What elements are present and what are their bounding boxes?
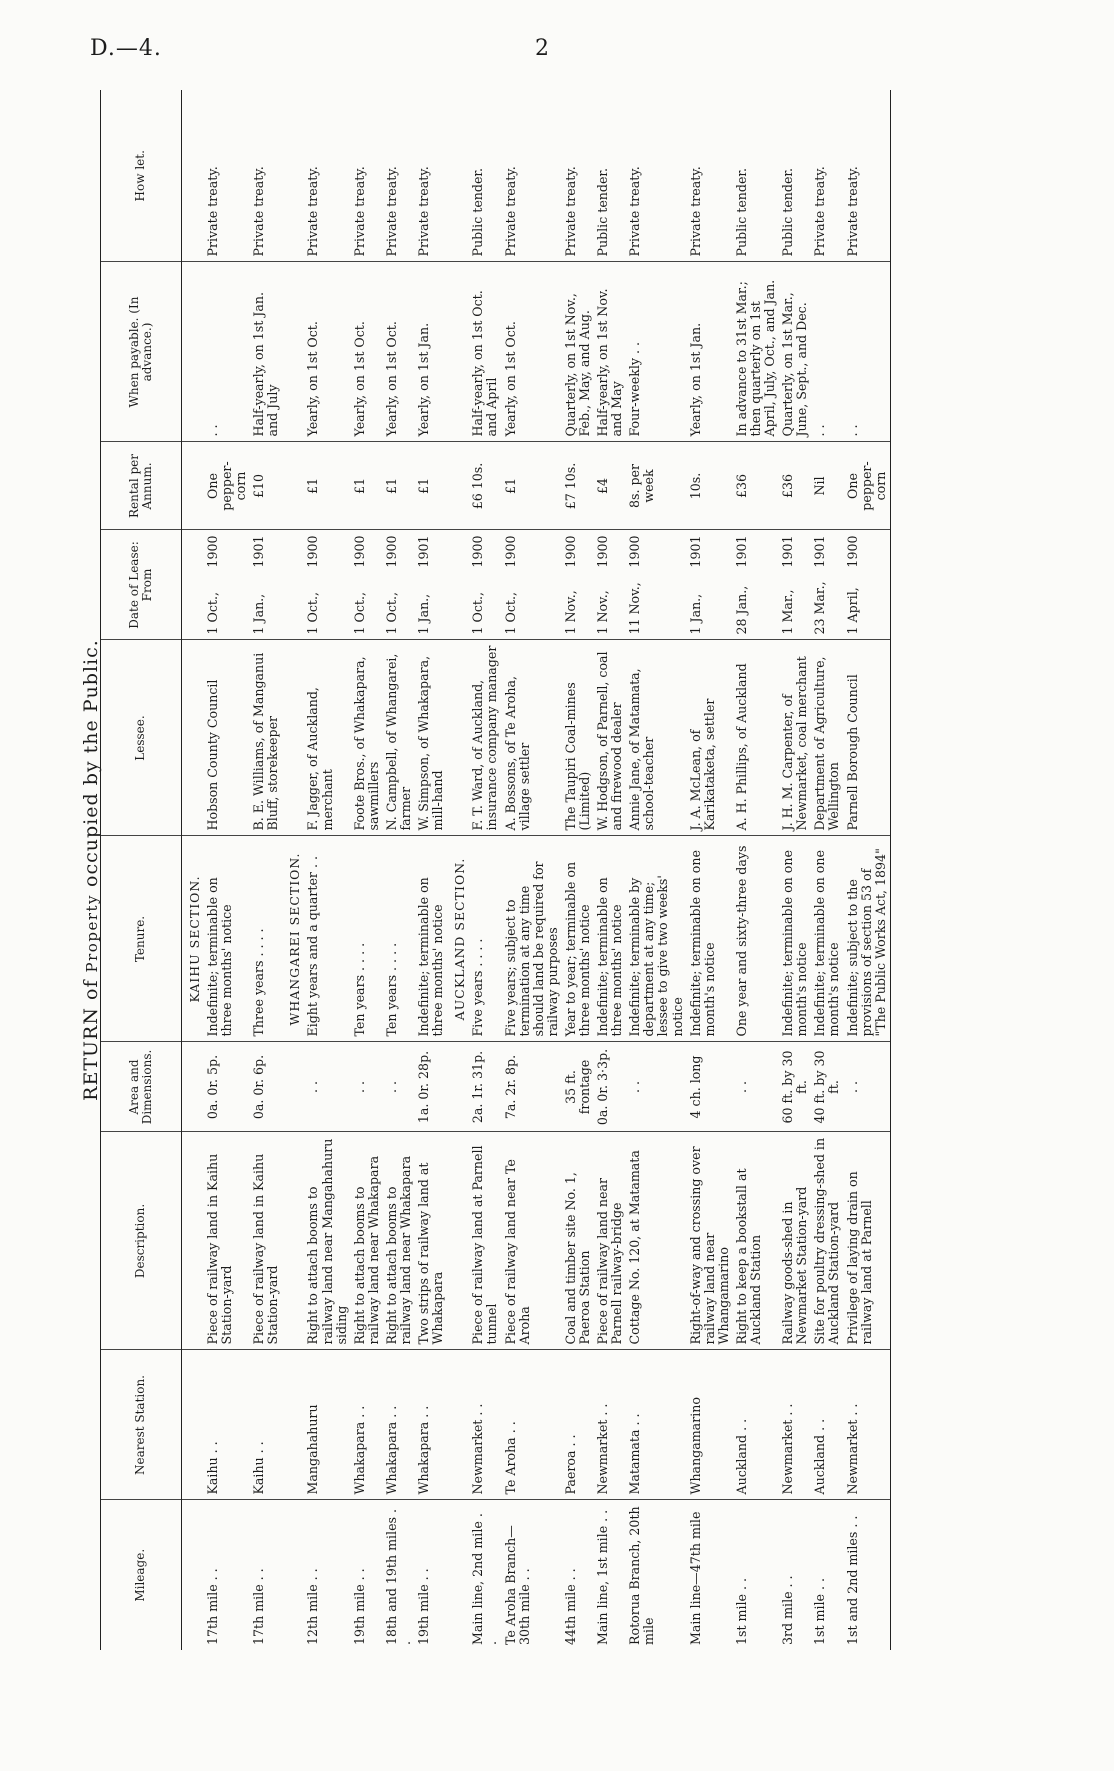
area-cell: . .: [383, 1042, 415, 1132]
date-year: 1900: [383, 535, 399, 568]
how-let-cell: Private treaty.: [502, 90, 562, 262]
area-cell: . .: [626, 1042, 686, 1132]
payable-cell: Four-weekly . .: [626, 262, 686, 442]
area-cell: . .: [351, 1042, 383, 1132]
area-cell: 4 ch. long: [687, 1042, 733, 1132]
payable-cell: Quarterly, on 1st Mar., June, Sept., and Dec.: [779, 262, 811, 442]
rental-cell: £1: [502, 442, 562, 530]
section-heading: WHANGAREI SECTION.: [282, 836, 304, 1042]
col-header-how-let: How let.: [101, 90, 182, 262]
area-cell: 2a. 1r. 31p.: [469, 1042, 501, 1132]
table-row: [687, 90, 733, 1650]
section-spacer-cell: [182, 1042, 205, 1132]
area-cell: 7a. 2r. 8p.: [502, 1042, 562, 1132]
station-cell: Newmarket . .: [844, 1350, 891, 1500]
payable-cell: In advance to 31st Mar.; then quarterly on 1st April, July, Oct., and Jan.: [733, 262, 779, 442]
tenure-cell: Eight years and a quarter . .: [304, 836, 350, 1042]
date-cell: [469, 530, 501, 640]
table-row: [811, 90, 843, 1650]
station-cell: Whakapara . .: [415, 1350, 447, 1500]
tenure-cell: Three years . . . .: [250, 836, 282, 1042]
area-cell: . .: [844, 1042, 891, 1132]
date-year: 1901: [251, 535, 267, 568]
mileage-cell: 17th mile . .: [205, 1568, 220, 1645]
title-prefix: RETURN of: [80, 979, 102, 1101]
col-header-tenure: Tenure.: [101, 836, 182, 1042]
date-cell: [626, 530, 686, 640]
lessee-cell: N. Campbell, of Whangarei, farmer: [383, 640, 415, 836]
date-day-month: 1 Oct.,: [383, 592, 399, 635]
description-cell: Right to attach booms to railway land near Whakapara: [351, 1132, 383, 1350]
date-day-month: 28 Jan.,: [733, 585, 749, 635]
how-let-cell: Private treaty.: [204, 90, 250, 262]
table-row: [304, 90, 350, 1650]
area-cell: . .: [733, 1042, 779, 1132]
date-day-month: 1 Jan.,: [251, 593, 267, 635]
mileage-cell: Rotorua Branch, 20th mile: [627, 1506, 657, 1645]
lessee-cell: F. Jagger, of Auckland, merchant: [304, 640, 350, 836]
tenure-cell: Indefinite; terminable by department at any time; lessee to give two weeks' notice: [626, 836, 686, 1042]
date-year: 1901: [687, 535, 703, 568]
area-cell: 0a. 0r. 3·3p.: [594, 1042, 626, 1132]
how-let-cell: Private treaty.: [304, 90, 350, 262]
date-year: 1900: [470, 535, 486, 568]
date-year: 1900: [627, 535, 643, 568]
section-spacer-cell: [447, 1350, 469, 1500]
section-spacer-cell: [447, 1132, 469, 1350]
section-spacer-cell: [182, 442, 205, 530]
rental-cell: £1: [415, 442, 447, 530]
lessee-cell: F. T. Ward, of Auckland, insurance company manager: [469, 640, 501, 836]
tenure-cell: Indefinite; terminable on three months' notice: [415, 836, 447, 1042]
section-spacer-cell: [182, 640, 205, 836]
lessee-cell: J. A. McLean, of Karikataketa, settler: [687, 640, 733, 836]
mileage-cell: Main line—47th mile: [687, 1511, 703, 1645]
section-heading: KAIHU SECTION.: [182, 836, 205, 1042]
mileage-cell: 3rd mile . .: [780, 1575, 796, 1645]
col-header-lessee: Lessee.: [101, 640, 182, 836]
date-cell: [811, 530, 843, 640]
section-spacer-cell: [182, 1500, 205, 1650]
how-let-cell: Public tender.: [469, 90, 501, 262]
table-row: [204, 90, 250, 1650]
tenure-cell: Five years . . . .: [469, 836, 501, 1042]
mileage-cell: 12th mile . .: [305, 1568, 321, 1645]
table-row: [779, 90, 811, 1650]
rental-cell: £7 10s.: [562, 442, 594, 530]
page-number: 2: [535, 36, 549, 61]
section-spacer-cell: [282, 1350, 304, 1500]
lessee-cell: A. H. Phillips, of Auckland: [733, 640, 779, 836]
mileage-cell: 1st mile . .: [812, 1577, 828, 1645]
table-row: [351, 90, 383, 1650]
date-day-month: 1 Jan.,: [416, 593, 432, 635]
date-year: 1901: [780, 535, 796, 568]
payable-cell: Yearly, on 1st Oct.: [383, 262, 415, 442]
date-cell: [733, 530, 779, 640]
tenure-cell: Five years; subject to termination at any time should land be required for railway purposes: [502, 836, 562, 1042]
station-cell: Newmarket . .: [779, 1350, 811, 1500]
description-cell: Piece of railway land at Parnell tunnel: [469, 1132, 501, 1350]
rental-cell: One pepper-corn: [844, 442, 891, 530]
payable-cell: . .: [204, 262, 250, 442]
how-let-cell: Public tender.: [594, 90, 626, 262]
station-cell: Matamata . .: [626, 1350, 686, 1500]
table-row: [250, 90, 282, 1650]
date-day-month: 1 Nov.,: [562, 590, 578, 635]
section-heading: AUCKLAND SECTION.: [447, 836, 469, 1042]
mileage-cell: 19th mile . .: [351, 1568, 367, 1645]
how-let-cell: Private treaty.: [415, 90, 447, 262]
station-cell: Newmarket . .: [594, 1350, 626, 1500]
area-cell: 0a. 0r. 5p.: [204, 1042, 250, 1132]
lessee-cell: W. Simpson, of Whakapara, mill-hand: [415, 640, 447, 836]
how-let-cell: Public tender.: [779, 90, 811, 262]
rotated-page-content: [70, 80, 1000, 1660]
section-spacer-cell: [447, 90, 469, 262]
section-spacer-cell: [447, 262, 469, 442]
rental-cell: £36: [733, 442, 779, 530]
rental-cell: £36: [779, 442, 811, 530]
date-cell: [250, 530, 282, 640]
section-spacer-cell: [282, 442, 304, 530]
date-cell: [779, 530, 811, 640]
lessee-cell: Annie Jane, of Matamata, school-teacher: [626, 640, 686, 836]
section-spacer-cell: [282, 1500, 304, 1650]
table-header: [101, 90, 182, 1650]
payable-cell: Yearly, on 1st Oct.: [304, 262, 350, 442]
date-year: 1900: [595, 535, 611, 568]
description-cell: Railway goods-shed in Newmarket Station-yard: [779, 1132, 811, 1350]
date-cell: [383, 530, 415, 640]
date-cell: [351, 530, 383, 640]
how-let-cell: Private treaty.: [626, 90, 686, 262]
section-spacer-cell: [182, 530, 205, 640]
date-cell: [562, 530, 594, 640]
description-cell: Right to attach booms to railway land near Whakapara: [383, 1132, 415, 1350]
date-day-month: 1 April,: [844, 587, 860, 635]
tenure-cell: Ten years . . . .: [383, 836, 415, 1042]
date-day-month: 23 Mar.,: [812, 581, 828, 635]
lessee-cell: J. H. M. Carpenter, of Newmarket, coal merchant: [779, 640, 811, 836]
description-cell: Privilege of laying drain on railway land at Parnell: [844, 1132, 891, 1350]
section-spacer-cell: [282, 640, 304, 836]
date-cell: [415, 530, 447, 640]
table-row: [844, 90, 891, 1650]
col-header-date: Date of Lease: From: [101, 530, 182, 640]
section-spacer-cell: [182, 1350, 205, 1500]
rental-cell: £10: [250, 442, 282, 530]
how-let-cell: Private treaty.: [811, 90, 843, 262]
rental-cell: 10s.: [687, 442, 733, 530]
payable-cell: . .: [844, 262, 891, 442]
tenure-cell: Year to year; terminable on three months' notice: [562, 836, 594, 1042]
rotated-table-region: [70, 80, 1000, 1660]
tenure-cell: One year and sixty-three days: [733, 836, 779, 1042]
payable-cell: Yearly, on 1st Jan.: [687, 262, 733, 442]
table-row: [626, 90, 686, 1650]
date-year: 1900: [351, 535, 367, 568]
how-let-cell: Private treaty.: [351, 90, 383, 262]
section-spacer-cell: [182, 1132, 205, 1350]
description-cell: Right-of-way and crossing over railway land near Whangamarino: [687, 1132, 733, 1350]
mileage-cell: Main line, 1st mile . .: [595, 1509, 611, 1645]
table-row: [383, 90, 415, 1650]
area-cell: 35 ft. frontage: [562, 1042, 594, 1132]
date-year: 1901: [733, 535, 749, 568]
col-header-description: Description.: [101, 1132, 182, 1350]
col-header-rental: Rental per Annum.: [101, 442, 182, 530]
description-cell: Site for poultry dressing-shed in Auckland Station-yard: [811, 1132, 843, 1350]
payable-cell: Yearly, on 1st Oct.: [502, 262, 562, 442]
payable-cell: Half-yearly, on 1st Jan. and July: [250, 262, 282, 442]
station-cell: Auckland . .: [811, 1350, 843, 1500]
rental-cell: £4: [594, 442, 626, 530]
section-spacer-cell: [447, 640, 469, 836]
description-cell: Piece of railway land in Kaihu Station-yard: [250, 1132, 282, 1350]
rental-cell: £1: [351, 442, 383, 530]
date-cell: [502, 530, 562, 640]
col-header-mileage: Mileage.: [101, 1500, 182, 1650]
description-cell: Coal and timber site No. 1, Paeroa Station: [562, 1132, 594, 1350]
mileage-cell: 18th and 19th miles . .: [383, 1508, 414, 1645]
table-row: [415, 90, 447, 1650]
date-day-month: 1 Oct.,: [205, 592, 220, 635]
table-row: [733, 90, 779, 1650]
how-let-cell: Private treaty.: [250, 90, 282, 262]
table-row: [469, 90, 501, 1650]
date-year: 1900: [305, 535, 321, 568]
lessee-cell: Foote Bros., of Whakapara, sawmillers: [351, 640, 383, 836]
date-year: 1900: [205, 535, 220, 568]
mileage-cell: 1st and 2nd miles . .: [844, 1500, 891, 1650]
station-cell: Newmarket . .: [469, 1350, 501, 1500]
how-let-cell: Private treaty.: [383, 90, 415, 262]
table-row: [562, 90, 594, 1650]
section-row: [447, 90, 469, 1650]
section-spacer-cell: [282, 530, 304, 640]
area-cell: 60 ft. by 30 ft.: [779, 1042, 811, 1132]
date-day-month: 1 Oct.,: [305, 592, 321, 635]
section-spacer-cell: [282, 262, 304, 442]
date-cell: [304, 530, 350, 640]
section-row: [182, 90, 205, 1650]
description-cell: Right to keep a bookstall at Auckland Station: [733, 1132, 779, 1350]
tenure-cell: Indefinite; terminable on three months' notice: [204, 836, 250, 1042]
lessee-cell: A. Bossons, of Te Aroha, village settler: [502, 640, 562, 836]
date-cell: [204, 530, 250, 640]
payable-cell: Quarterly, on 1st Nov., Feb., May, and Aug.: [562, 262, 594, 442]
station-cell: Whakapara . .: [383, 1350, 415, 1500]
table-body: [182, 90, 891, 1650]
section-spacer-cell: [282, 1132, 304, 1350]
station-cell: Paeroa . .: [562, 1350, 594, 1500]
how-let-cell: Public tender.: [733, 90, 779, 262]
description-cell: Cottage No. 120, at Matamata: [626, 1132, 686, 1350]
payable-cell: Half-yearly, on 1st Nov. and May: [594, 262, 626, 442]
section-spacer-cell: [282, 90, 304, 262]
section-spacer-cell: [447, 442, 469, 530]
lessee-cell: The Taupiri Coal-mines (Limited): [562, 640, 594, 836]
property-return-table: [100, 90, 891, 1650]
section-spacer-cell: [447, 1042, 469, 1132]
date-day-month: 1 Oct.,: [502, 592, 518, 635]
rental-cell: £6 10s.: [469, 442, 501, 530]
section-spacer-cell: [447, 530, 469, 640]
lessee-cell: Department of Agriculture, Wellington: [811, 640, 843, 836]
date-day-month: 1 Mar.,: [780, 589, 796, 635]
section-spacer-cell: [182, 262, 205, 442]
area-cell: . .: [304, 1042, 350, 1132]
mileage-cell: 17th mile . .: [251, 1568, 267, 1645]
section-spacer-cell: [182, 90, 205, 262]
date-year: 1900: [562, 535, 578, 568]
tenure-cell: Indefinite; terminable on one month's notice: [779, 836, 811, 1042]
section-spacer-cell: [447, 1500, 469, 1650]
station-cell: Whakapara . .: [351, 1350, 383, 1500]
date-year: 1901: [812, 535, 828, 568]
date-day-month: 1 Oct.,: [470, 592, 486, 635]
rental-cell: £1: [304, 442, 350, 530]
description-cell: Right to attach booms to railway land near Mangahahuru siding: [304, 1132, 350, 1350]
tenure-cell: Indefinite; terminable on three months' notice: [594, 836, 626, 1042]
how-let-cell: Private treaty.: [562, 90, 594, 262]
lessee-cell: Parnell Borough Council: [844, 640, 891, 836]
lessee-cell: W. Hodgson, of Parnell, coal and firewood dealer: [594, 640, 626, 836]
date-cell: [594, 530, 626, 640]
return-title: [80, 80, 102, 1660]
mileage-cell: 19th mile . .: [416, 1568, 432, 1645]
lessee-cell: B. E. Williams, of Manganui Bluff, storekeeper: [250, 640, 282, 836]
description-cell: Two strips of railway land at Whakapara: [415, 1132, 447, 1350]
date-year: 1900: [502, 535, 518, 568]
area-cell: 0a. 0r. 6p.: [250, 1042, 282, 1132]
mileage-cell: 1st mile . .: [733, 1577, 749, 1645]
station-cell: Mangahahuru: [304, 1350, 350, 1500]
mileage-cell: Main line, 2nd mile . .: [470, 1513, 500, 1645]
title-suffix: occupied by the Public.: [80, 639, 102, 887]
how-let-cell: Private treaty.: [687, 90, 733, 262]
station-cell: Kaihu . .: [204, 1350, 250, 1500]
date-day-month: 1 Nov.,: [595, 590, 611, 635]
rental-cell: 8s. per week: [626, 442, 686, 530]
payable-cell: Half-yearly, on 1st Oct. and April: [469, 262, 501, 442]
tenure-cell: Ten years . . . .: [351, 836, 383, 1042]
payable-cell: Yearly, on 1st Oct.: [351, 262, 383, 442]
table-row: [502, 90, 562, 1650]
tenure-cell: Indefinite; subject to the provisions of section 53 of "The Public Works Act, 1894": [844, 836, 891, 1042]
date-cell: [844, 530, 891, 640]
station-cell: Auckland . .: [733, 1350, 779, 1500]
rental-cell: £1: [383, 442, 415, 530]
payable-cell: . .: [811, 262, 843, 442]
section-row: [282, 90, 304, 1650]
lessee-cell: Hobson County Council: [204, 640, 250, 836]
date-day-month: 11 Nov.,: [627, 582, 643, 635]
station-cell: Whangamarino: [687, 1350, 733, 1500]
date-cell: [687, 530, 733, 640]
tenure-cell: Indefinite; terminable on one month's notice: [687, 836, 733, 1042]
table-row: [594, 90, 626, 1650]
col-header-area: Area and Dimensions.: [101, 1042, 182, 1132]
section-spacer-cell: [282, 1042, 304, 1132]
how-let-cell: Private treaty.: [844, 90, 891, 262]
document-reference: D.—4.: [90, 36, 162, 61]
date-day-month: 1 Oct.,: [351, 592, 367, 635]
rental-cell: One pepper-corn: [204, 442, 250, 530]
tenure-cell: Indefinite; terminable on one month's notice: [811, 836, 843, 1042]
mileage-cell: 44th mile . .: [562, 1568, 578, 1645]
mileage-cell: Te Aroha Branch—30th mile . .: [502, 1525, 532, 1645]
station-cell: Te Aroha . .: [502, 1350, 562, 1500]
col-header-station: Nearest Station.: [101, 1350, 182, 1500]
date-year: 1900: [844, 535, 860, 568]
title-smallcaps-word: Property: [83, 894, 101, 973]
description-cell: Piece of railway land near Parnell railway-bridge: [594, 1132, 626, 1350]
station-cell: Kaihu . .: [250, 1350, 282, 1500]
col-header-payable: When payable. (In advance.): [101, 262, 182, 442]
date-day-month: 1 Jan.,: [687, 593, 703, 635]
area-cell: 1a. 0r. 28p.: [415, 1042, 447, 1132]
payable-cell: Yearly, on 1st Jan.: [415, 262, 447, 442]
description-cell: Piece of railway land in Kaihu Station-yard: [204, 1132, 250, 1350]
area-cell: 40 ft. by 30 ft.: [811, 1042, 843, 1132]
rental-cell: Nil: [811, 442, 843, 530]
date-year: 1901: [416, 535, 432, 568]
description-cell: Piece of railway land near Te Aroha: [502, 1132, 562, 1350]
